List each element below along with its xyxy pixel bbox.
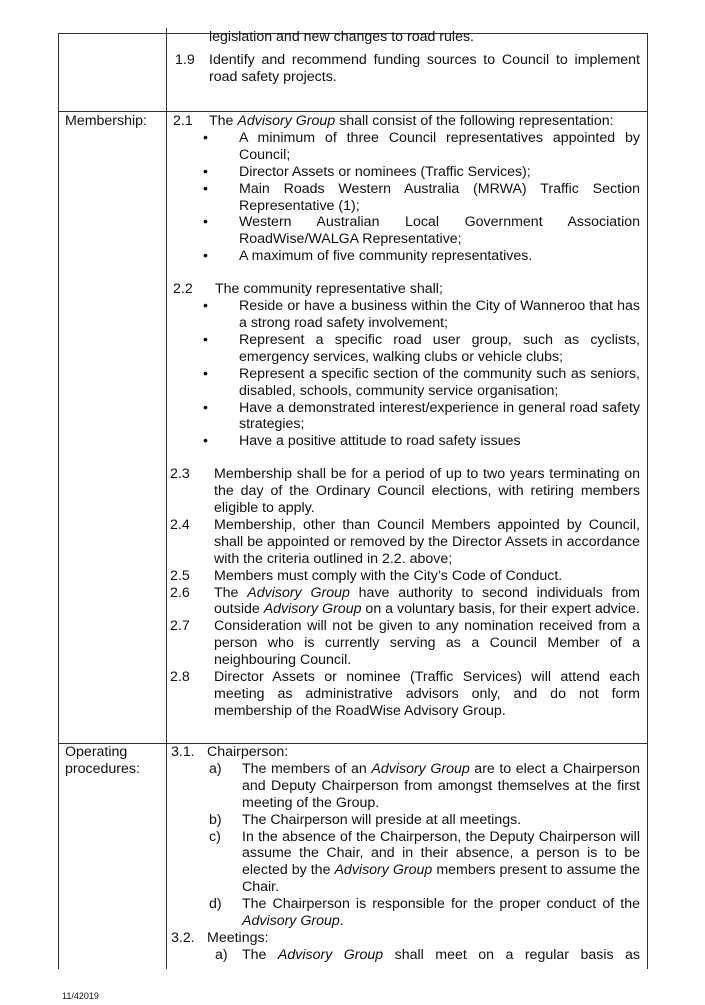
bullet-item [167, 181, 640, 215]
bullet-icon: • [203, 248, 208, 265]
sub-item-a [167, 761, 640, 812]
item-letter: d) [209, 896, 222, 913]
section-2-6 [167, 585, 640, 619]
bullet-icon: • [203, 399, 208, 416]
bullet-item [167, 248, 640, 265]
section-2-2 [167, 281, 640, 298]
bullet-icon: • [203, 298, 208, 315]
section-3-1 [167, 744, 640, 761]
text: In the absence of the Chairperson, the Deputy Chairperson will assume the Chair, and in their absence, a person is to be elected by the [242, 828, 640, 879]
sub-item-c [167, 829, 640, 897]
item-number: 2.5 [170, 567, 190, 584]
text: The [242, 946, 278, 963]
sub-item-a [167, 947, 640, 964]
text: Membership shall be for a period of up to two years terminating on the day of the Ordinary Council elections, with retiring members eligible to apply. [214, 466, 640, 517]
emphasis: Advisory Group [277, 946, 384, 963]
text: Membership, other than Council Members appointed by Council, shall be appointed or removed by the Director Assets in accordance with the criteria outlined in 2.2. above; [214, 516, 640, 567]
section-2-1 [167, 113, 640, 130]
item-number: 2.6 [170, 584, 190, 601]
text: on a voluntary basis, for their expert advice. [361, 601, 640, 618]
terms-table [58, 29, 648, 969]
cont-text: legislation and new changes to road rules. [209, 29, 475, 45]
text: The members of an [242, 760, 372, 777]
item-number: 2.4 [170, 516, 190, 533]
bullet-item [167, 433, 640, 450]
section-2-4 [167, 517, 640, 568]
item-number: 3.1. [171, 744, 195, 760]
bullet-item [167, 332, 640, 366]
operating-label [65, 744, 163, 778]
row-continuation [59, 28, 647, 112]
item-1-9 [167, 52, 640, 86]
text: Chairperson: [207, 744, 289, 760]
bullet-item [167, 400, 640, 434]
text: The [214, 584, 248, 601]
text: The [209, 113, 238, 129]
sub-item-b [167, 812, 640, 829]
bullet-icon: • [203, 331, 208, 348]
bullet-text: Have a demonstrated interest/experience in general road safety strategies; [239, 399, 640, 433]
bullet-icon: • [203, 214, 208, 231]
text: Members must comply with the City’s Code of Conduct. [214, 567, 563, 584]
bullet-text: Represent a specific road user group, such as cyclists, emergency services, walking clubs or vehicle clubs; [239, 331, 640, 365]
membership-label: Membership: [65, 113, 148, 129]
bullet-text: Have a positive attitude to road safety issues [239, 433, 521, 450]
bullet-text: A maximum of five community representatives. [239, 248, 533, 265]
bullet-text: Represent a specific section of the community such as seniors, disabled, schools, community service organisation; [239, 365, 640, 399]
emphasis: Advisory Group [242, 913, 340, 930]
bullet-item [167, 298, 640, 332]
item-letter: a) [209, 760, 222, 777]
bullet-icon: • [203, 180, 208, 197]
item-number: 1.9 [175, 51, 195, 68]
item-text: Identify and recommend funding sources to Council to implement road safety projects. [209, 51, 640, 85]
sub-item-d [167, 896, 640, 930]
row-membership [59, 112, 647, 744]
emphasis: Advisory Group [247, 584, 350, 601]
text: The community representative shall; [215, 281, 443, 298]
bullet-icon: • [203, 129, 208, 146]
bullet-icon: • [203, 433, 208, 450]
text: members present to assume the Chair. [242, 862, 641, 896]
emphasis: Advisory Group [334, 862, 433, 879]
item-number: 3.2. [171, 929, 195, 946]
bullet-text: Reside or have a business within the City of Wanneroo that has a strong road safety involvement; [239, 298, 640, 331]
text: have authority to second individuals from outside [214, 584, 640, 618]
page-footer: 11/42019 [62, 991, 99, 1001]
item-number: 2.2 [173, 281, 193, 298]
text: The Chairperson will preside at all meetings. [242, 811, 522, 828]
text: Consideration will not be given to any nomination received from a person who is currently serving as a Council Member of a neighbouring Council. [214, 618, 640, 669]
bullet-item [167, 164, 640, 181]
item-number: 2.8 [170, 669, 190, 686]
bullet-item [167, 366, 640, 400]
section-2-5 [167, 568, 640, 585]
item-number: 2.7 [170, 618, 190, 635]
bullet-text: Main Roads Western Australia (MRWA) Traffic Section Representative (1); [239, 180, 640, 214]
item-number: 2.1 [173, 113, 193, 129]
item-letter: a) [215, 946, 228, 963]
emphasis: Advisory Group [237, 113, 336, 129]
section-2-7 [167, 618, 640, 669]
bullet-text: A minimum of three Council representatives appointed by Council; [239, 129, 640, 163]
label-line: Operating [65, 744, 128, 760]
text: The Chairperson is responsible for the proper conduct of the [242, 896, 640, 913]
bullet-icon: • [203, 365, 208, 382]
row-operating-procedures [59, 744, 647, 969]
text: Director Assets or nominee (Traffic Services) will attend each meeting as administrative advisors only, and do not form membership of the RoadWise Advisory Group. [214, 669, 640, 719]
emphasis: Advisory Group [371, 760, 470, 777]
text: shall meet on a regular basis as [383, 946, 641, 963]
item-letter: c) [209, 828, 221, 845]
emphasis: Advisory Group [263, 601, 362, 618]
text: shall consist of the following representation: [335, 113, 614, 129]
label-line: procedures: [65, 760, 140, 777]
bullet-text: Western Australian Local Government Association RoadWise/WALGA Representative; [239, 214, 640, 248]
bullet-item [167, 130, 640, 164]
text: are to elect a Chairperson and Deputy Chairperson from amongst themselves at the first meeting of the Group. [242, 760, 640, 811]
section-2-8 [167, 669, 640, 720]
item-letter: b) [209, 811, 222, 828]
section-2-3 [167, 466, 640, 517]
bullet-text: Director Assets or nominees (Traffic Services); [239, 163, 531, 180]
section-3-2 [167, 930, 640, 947]
bullet-icon: • [203, 163, 208, 180]
item-number: 2.3 [170, 466, 190, 483]
text: . [339, 913, 344, 930]
text: Meetings: [207, 929, 269, 946]
bullet-item [167, 214, 640, 248]
